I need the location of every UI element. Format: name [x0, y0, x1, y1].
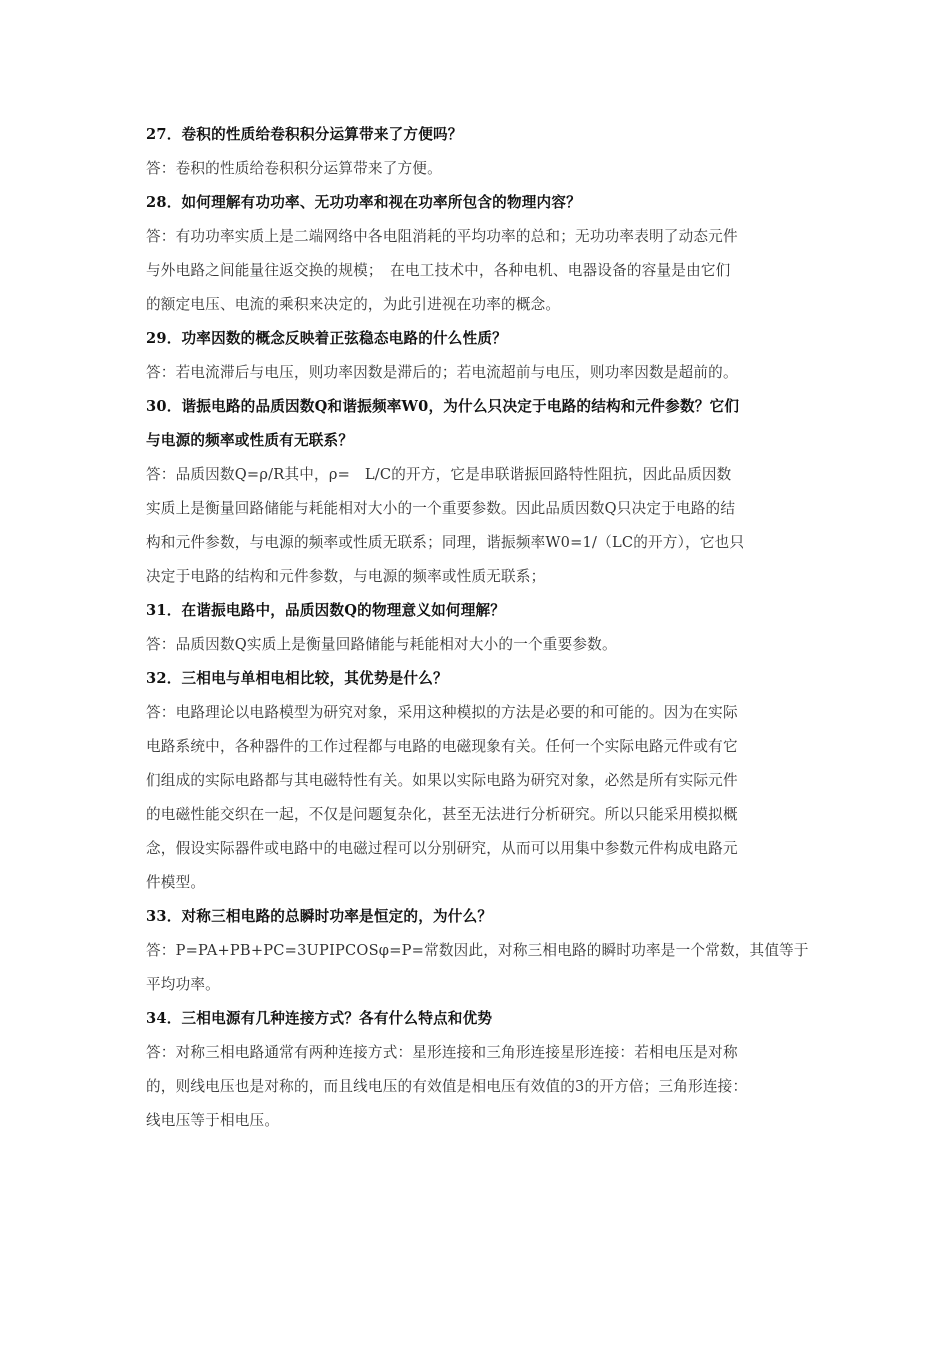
question-31-title: 31．在谐振电路中，品质因数Q的物理意义如何理解？: [146, 602, 506, 619]
answer-32-line-5: 念，假设实际器件或电路中的电磁过程可以分别研究，从而可以用集中参数元件构成电路元: [146, 840, 738, 857]
answer-30-line-2: 实质上是衡量回路储能与耗能相对大小的一个重要参数。因此品质因数Q只决定于电路的结: [146, 500, 736, 517]
answer-32-line-2: 电路系统中，各种器件的工作过程都与电路的电磁现象有关。任何一个实际电路元件或有它: [146, 738, 738, 755]
answer-28-line-2: 与外电路之间能量往返交换的规模； 在电工技术中，各种电机、电器设备的容量是由它们: [146, 262, 731, 279]
answer-28-line-1: 答：有功功率实质上是二端网络中各电阻消耗的平均功率的总和；无功功率表明了动态元件: [146, 228, 738, 245]
answer-32-line-6: 件模型。: [146, 874, 206, 891]
answer-33-line-1: 答：P=PA+PB+PC=3UPIPCOSφ=P=常数因此，对称三相电路的瞬时功率是一个常数，其值等于: [146, 942, 809, 959]
answer-34-line-2: 的，则线电压也是对称的，而且线电压的有效值是相电压有效值的3的开方倍；三角形连接：: [146, 1078, 748, 1095]
question-28-title: 28．如何理解有功功率、无功功率和视在功率所包含的物理内容？: [146, 194, 581, 211]
answer-29-line-1: 答：若电流滞后与电压，则功率因数是滞后的；若电流超前与电压，则功率因数是超前的。: [146, 364, 738, 381]
question-27-title: 27．卷积的性质给卷积积分运算带来了方便吗？: [146, 126, 463, 143]
answer-30-line-1: 答：品质因数Q=ρ/R其中，ρ= L/C的开方，它是串联谐振回路特性阻抗，因此品质因数: [146, 466, 732, 483]
answer-30-line-3: 构和元件参数，与电源的频率或性质无联系；同理，谐振频率W0=1/（LC的开方），它也只: [146, 534, 745, 551]
question-30-title-line-2: 与电源的频率或性质有无联系？: [146, 432, 354, 449]
question-34-title: 34．三相电源有几种连接方式？各有什么特点和优势: [146, 1010, 493, 1027]
answer-28-line-3: 的额定电压、电流的乘积来决定的，为此引进视在功率的概念。: [146, 296, 561, 313]
question-29-title: 29．功率因数的概念反映着正弦稳态电路的什么性质？: [146, 330, 507, 347]
answer-32-line-3: 们组成的实际电路都与其电磁特性有关。如果以实际电路为研究对象，必然是所有实际元件: [146, 772, 738, 789]
answer-31-line-1: 答：品质因数Q实质上是衡量回路储能与耗能相对大小的一个重要参数。: [146, 636, 617, 653]
question-30-title-line-1: 30．谐振电路的品质因数Q和谐振频率W0，为什么只决定于电路的结构和元件参数？它们: [146, 398, 740, 415]
question-32-title: 32．三相电与单相电相比较，其优势是什么？: [146, 670, 448, 687]
answer-30-line-4: 决定于电路的结构和元件参数，与电源的频率或性质无联系；: [146, 568, 546, 585]
answer-32-line-4: 的电磁性能交织在一起，不仅是问题复杂化，甚至无法进行分析研究。所以只能采用模拟概: [146, 806, 738, 823]
answer-33-line-2: 平均功率。: [146, 976, 220, 993]
answer-32-line-1: 答：电路理论以电路模型为研究对象，采用这种模拟的方法是必要的和可能的。因为在实际: [146, 704, 738, 721]
answer-34-line-1: 答：对称三相电路通常有两种连接方式：星形连接和三角形连接星形连接：若相电压是对称: [146, 1044, 738, 1061]
answer-34-line-3: 线电压等于相电压。: [146, 1112, 280, 1129]
document-page: [146, 118, 814, 1138]
answer-27-line-1: 答：卷积的性质给卷积积分运算带来了方便。: [146, 160, 442, 177]
question-33-title: 33．对称三相电路的总瞬时功率是恒定的，为什么？: [146, 908, 493, 925]
